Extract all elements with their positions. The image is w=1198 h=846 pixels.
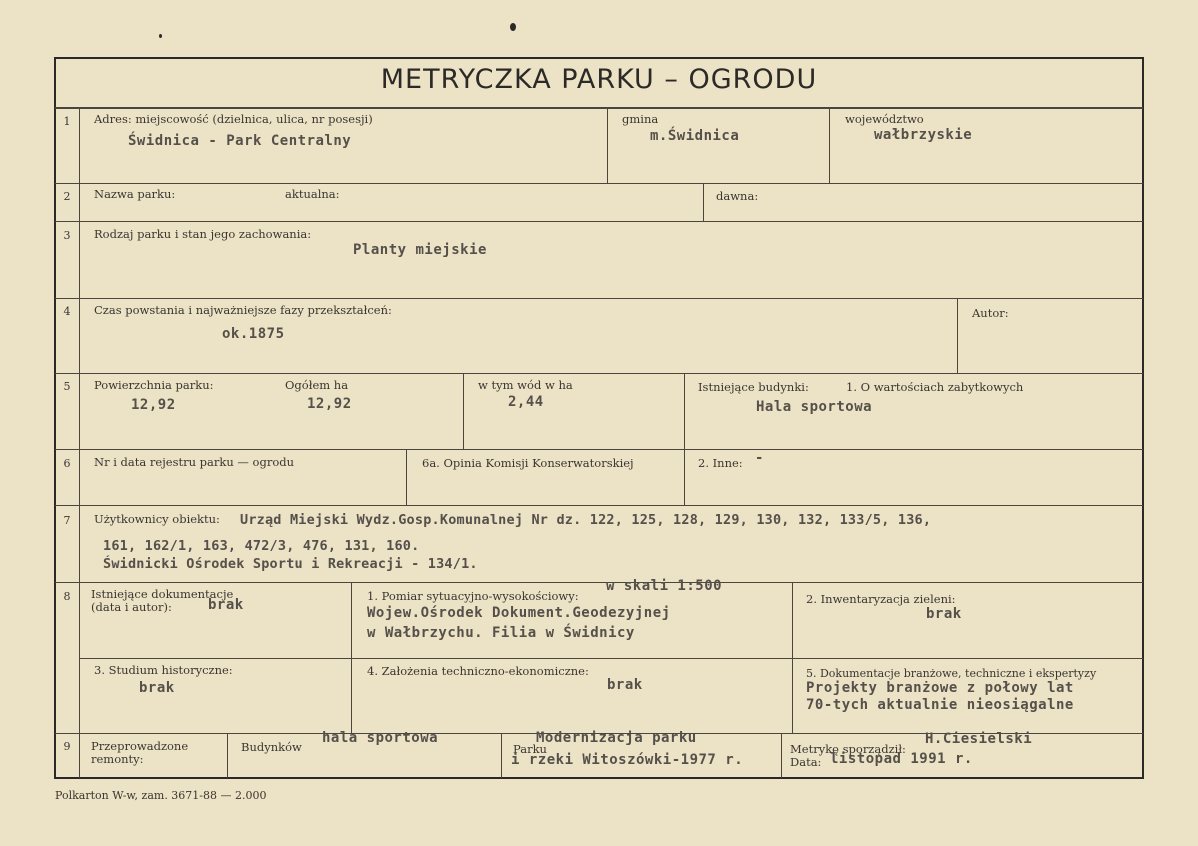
row-number: 3	[63, 229, 71, 242]
rule	[463, 374, 464, 449]
row-number: 7	[63, 514, 71, 527]
commission-opinion-label: 6a. Opinia Komisji Konserwatorskiej	[422, 456, 634, 470]
park-type-value: Planty miejskie	[353, 242, 487, 258]
water-area-value: 2,44	[508, 394, 544, 410]
existing-docs-sublabel: (data i autor):	[91, 600, 172, 614]
survey-line-1: Wojew.Ośrodek Dokument.Geodezyjnej	[367, 605, 671, 621]
rule	[55, 373, 1143, 374]
date-label: Data:	[790, 755, 822, 769]
rule	[829, 108, 830, 183]
park-repairs-line-1: Modernizacja parku	[536, 730, 697, 746]
technical-economic-value: brak	[607, 677, 643, 693]
existing-docs-value: brak	[208, 597, 244, 613]
rule	[55, 298, 1143, 299]
rule	[55, 582, 1143, 583]
rule	[406, 450, 407, 505]
users-line-3: Świdnicki Ośrodek Sportu i Rekreacji - 134/1.	[103, 556, 478, 572]
total-area-value: 12,92	[307, 396, 352, 412]
rule	[55, 183, 1143, 184]
buildings-repairs-label: Budynków	[241, 740, 302, 754]
park-repairs-line-2: i rzeki Witoszówki-1977 r.	[511, 752, 744, 768]
row-number: 1	[63, 115, 71, 128]
wojewodztwo-label: województwo	[845, 112, 924, 126]
row-number: 2	[63, 190, 71, 203]
speck-mark	[159, 34, 162, 38]
rule	[351, 583, 352, 733]
rule	[957, 299, 958, 373]
existing-docs-label: Istniejące dokumentacje	[91, 587, 234, 601]
rule	[55, 449, 1143, 450]
printer-footer: Polkarton W-w, zam. 3671-88 — 2.000	[55, 789, 267, 802]
survey-line-2: w Wałbrzychu. Filia w Świdnicy	[367, 625, 635, 641]
park-repairs-label: Parku	[513, 742, 547, 756]
greenery-inventory-label: 2. Inwentaryzacja zieleni:	[806, 592, 956, 606]
form-title: METRYCZKA PARKU – OGRODU	[380, 64, 818, 95]
repairs-sublabel: remonty:	[91, 752, 144, 766]
technical-economic-label: 4. Założenia techniczno-ekonomiczne:	[367, 664, 589, 678]
water-area-label: w tym wód w ha	[478, 378, 573, 392]
rule	[227, 734, 228, 778]
other-value: -	[755, 450, 764, 466]
branch-docs-label: 5. Dokumentacje branżowe, techniczne i ekspertyzy	[806, 667, 1097, 680]
creation-time-value: ok.1875	[222, 326, 285, 342]
repairs-label: Przeprowadzone	[91, 739, 189, 753]
survey-label: 1. Pomiar sytuacyjno-wysokościowy:	[367, 589, 579, 603]
author-label: Autor:	[972, 306, 1009, 320]
punch-hole-mark	[510, 23, 516, 31]
users-line-2: 161, 162/1, 163, 472/3, 476, 131, 160.	[103, 538, 420, 554]
rule	[55, 505, 1143, 506]
row-number: 9	[63, 740, 71, 753]
rule	[703, 184, 704, 221]
rule	[501, 734, 502, 778]
row-number: 4	[63, 305, 71, 318]
park-type-label: Rodzaj parku i stan jego zachowania:	[94, 227, 312, 241]
creation-time-label: Czas powstania i najważniejsze fazy przekształceń:	[94, 303, 392, 317]
prepared-by-label: Metrykę sporządził:	[790, 742, 906, 756]
rule	[781, 734, 782, 778]
park-name-label: Nazwa parku:	[94, 187, 176, 201]
greenery-inventory-value: brak	[926, 606, 962, 622]
wojewodztwo-value: wałbrzyskie	[874, 127, 973, 143]
users-line-1: Urząd Miejski Wydz.Gosp.Komunalnej Nr dz. 122, 125, 128, 129, 130, 132, 133/5, 136,	[240, 512, 932, 528]
prepared-by-value: H.Ciesielski	[925, 731, 1033, 747]
buildings-repairs-value: hala sportowa	[322, 730, 439, 746]
other-label: 2. Inne:	[698, 456, 743, 470]
monument-value-label: 1. O wartościach zabytkowych	[846, 380, 1024, 394]
rule	[79, 108, 80, 778]
current-name-label: aktualna:	[285, 187, 340, 201]
gmina-value: m.Świdnica	[650, 128, 740, 144]
historical-study-label: 3. Studium historyczne:	[94, 663, 233, 677]
branch-docs-line-2: 70-tych aktualnie nieosiągalne	[806, 697, 1074, 713]
rule	[55, 221, 1143, 222]
rule	[684, 374, 685, 505]
rule	[792, 583, 793, 733]
row-number: 8	[63, 590, 71, 603]
address-label: Adres: miejscowość (dzielnica, ulica, nr posesji)	[94, 112, 373, 126]
rule	[79, 658, 1143, 659]
address-value: Świdnica - Park Centralny	[128, 133, 352, 149]
branch-docs-line-1: Projekty branżowe z połowy lat	[806, 680, 1074, 696]
former-name-label: dawna:	[716, 189, 759, 203]
survey-scale: w skali 1:500	[606, 578, 723, 594]
existing-buildings-label: Istniejące budynki:	[698, 380, 809, 394]
total-area-label: Ogółem ha	[285, 378, 349, 392]
existing-buildings-value: Hala sportowa	[756, 399, 873, 415]
users-label: Użytkownicy obiektu:	[94, 512, 220, 526]
row-number: 6	[63, 457, 71, 470]
row-number: 5	[63, 380, 71, 393]
gmina-label: gmina	[622, 112, 659, 126]
area-label: Powierzchnia parku:	[94, 378, 214, 392]
historical-study-value: brak	[139, 680, 175, 696]
date-value: listopad 1991 r.	[830, 751, 973, 767]
register-label: Nr i data rejestru parku — ogrodu	[94, 455, 295, 469]
rule	[55, 107, 1143, 109]
rule	[607, 108, 608, 183]
area-value: 12,92	[131, 397, 176, 413]
